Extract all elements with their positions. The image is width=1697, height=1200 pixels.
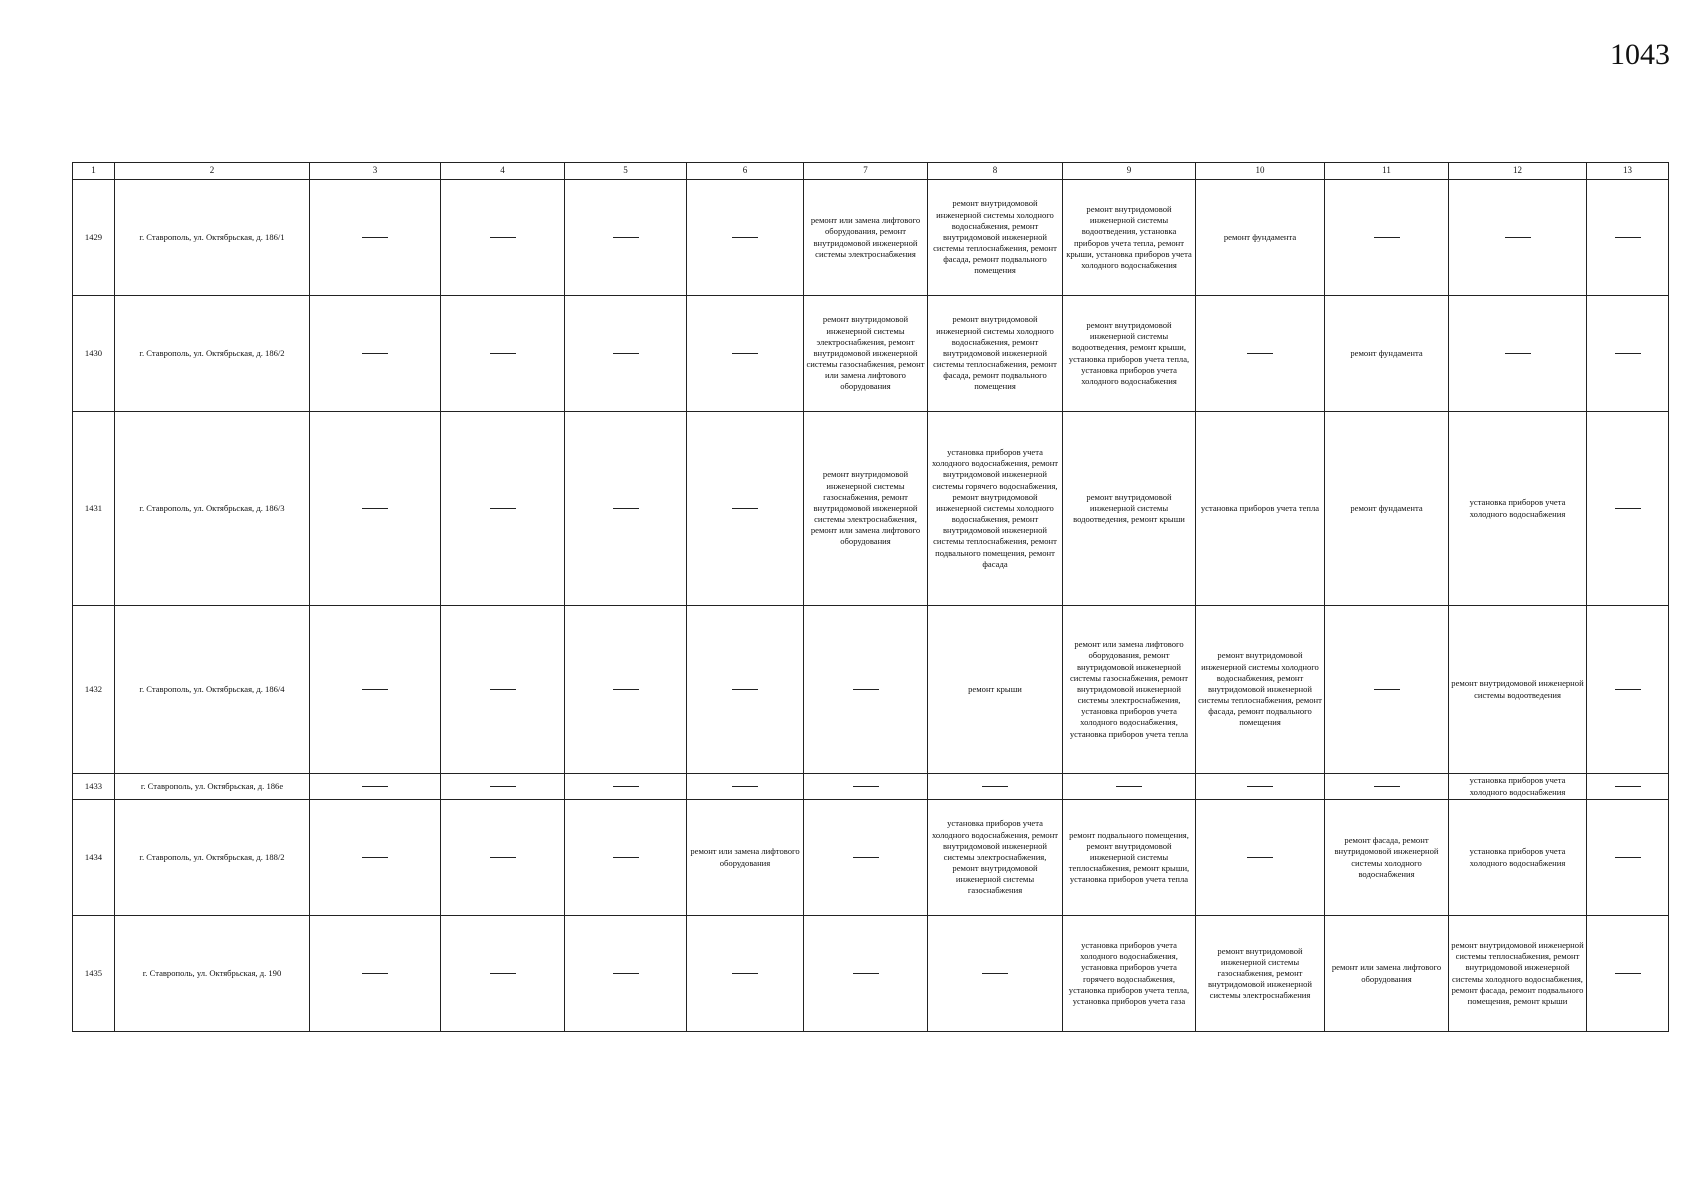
works-cell: установка приборов учета холодного водоснабжения, установка приборов учета горячего водоснабжения, установка приборов учета тепла, установка приборов учета газа [1063, 916, 1196, 1032]
dash-mark [732, 973, 758, 974]
works-cell: ремонт или замена лифтового оборудования [687, 800, 804, 916]
works-cell: установка приборов учета тепла [1196, 412, 1325, 606]
empty-cell [804, 916, 928, 1032]
dash-mark [362, 973, 388, 974]
works-cell: ремонт внутридомовой инженерной системы теплоснабжения, ремонт внутридомовой инженерной системы холодного водоснабжения, ремонт фасада, ремонт подвального помещения, ремонт крыши [1449, 916, 1587, 1032]
empty-cell [441, 296, 565, 412]
empty-cell [1325, 606, 1449, 774]
dash-mark [613, 508, 639, 509]
works-cell: ремонт внутридомовой инженерной системы газоснабжения, ремонт внутридомовой инженерной системы электроснабжения [1196, 916, 1325, 1032]
empty-cell [441, 800, 565, 916]
dash-mark [1615, 857, 1641, 858]
column-header-8: 8 [928, 163, 1063, 180]
dash-mark [490, 857, 516, 858]
row-number: 1429 [73, 180, 115, 296]
empty-cell [1196, 774, 1325, 800]
empty-cell [804, 606, 928, 774]
empty-cell [1587, 180, 1669, 296]
header-row [73, 163, 1669, 180]
column-header-12: 12 [1449, 163, 1587, 180]
dash-mark [490, 689, 516, 690]
works-cell: ремонт внутридомовой инженерной системы холодного водоснабжения, ремонт внутридомовой инженерной системы теплоснабжения, ремонт фасада, ремонт подвального помещения [1196, 606, 1325, 774]
dash-mark [732, 508, 758, 509]
row-number: 1431 [73, 412, 115, 606]
empty-cell [804, 774, 928, 800]
empty-cell [1325, 180, 1449, 296]
empty-cell [1449, 296, 1587, 412]
empty-cell [1587, 800, 1669, 916]
empty-cell [565, 916, 687, 1032]
works-cell: ремонт фундамента [1196, 180, 1325, 296]
dash-mark [1247, 353, 1273, 354]
column-header-1: 1 [73, 163, 115, 180]
empty-cell [565, 606, 687, 774]
empty-cell [441, 774, 565, 800]
empty-cell [1587, 296, 1669, 412]
row-number: 1434 [73, 800, 115, 916]
row-number: 1432 [73, 606, 115, 774]
works-cell: установка приборов учета холодного водоснабжения, ремонт внутридомовой инженерной системы горячего водоснабжения, ремонт внутридомовой инженерной системы холодного водоснабжения, ремонт внутридомовой инженерной системы теплоснабжения, ремонт подвального помещения, ремонт фасада [928, 412, 1063, 606]
column-header-11: 11 [1325, 163, 1449, 180]
row-number: 1430 [73, 296, 115, 412]
row-address: г. Ставрополь, ул. Октябрьская, д. 186е [115, 774, 310, 800]
empty-cell [928, 774, 1063, 800]
dash-mark [362, 353, 388, 354]
works-cell: установка приборов учета холодного водоснабжения [1449, 800, 1587, 916]
works-cell: установка приборов учета холодного водоснабжения [1449, 774, 1587, 800]
works-cell: ремонт внутридомовой инженерной системы водоотведения, ремонт крыши, установка приборов учета тепла, установка приборов учета холодного водоснабжения [1063, 296, 1196, 412]
empty-cell [1587, 606, 1669, 774]
dash-mark [613, 353, 639, 354]
dash-mark [613, 973, 639, 974]
table-row [73, 606, 1669, 774]
empty-cell [441, 916, 565, 1032]
dash-mark [732, 353, 758, 354]
dash-mark [732, 689, 758, 690]
dash-mark [1374, 237, 1400, 238]
empty-cell [565, 800, 687, 916]
dash-mark [613, 786, 639, 787]
dash-mark [490, 353, 516, 354]
column-header-7: 7 [804, 163, 928, 180]
dash-mark [1247, 786, 1273, 787]
empty-cell [1587, 412, 1669, 606]
dash-mark [1615, 237, 1641, 238]
works-cell: ремонт внутридомовой инженерной системы водоотведения [1449, 606, 1587, 774]
empty-cell [1587, 774, 1669, 800]
column-header-4: 4 [441, 163, 565, 180]
row-address: г. Ставрополь, ул. Октябрьская, д. 190 [115, 916, 310, 1032]
dash-mark [1615, 973, 1641, 974]
works-cell: ремонт крыши [928, 606, 1063, 774]
dash-mark [1247, 857, 1273, 858]
works-cell: ремонт внутридомовой инженерной системы холодного водоснабжения, ремонт внутридомовой инженерной системы теплоснабжения, ремонт фасада, ремонт подвального помещения [928, 296, 1063, 412]
works-cell: ремонт внутридомовой инженерной системы водоотведения, установка приборов учета тепла, ремонт крыши, установка приборов учета холодного водоснабжения [1063, 180, 1196, 296]
table-row [73, 296, 1669, 412]
dash-mark [362, 508, 388, 509]
dash-mark [982, 786, 1008, 787]
empty-cell [441, 412, 565, 606]
dash-mark [490, 508, 516, 509]
empty-cell [928, 916, 1063, 1032]
empty-cell [310, 774, 441, 800]
column-header-13: 13 [1587, 163, 1669, 180]
works-cell: ремонт внутридомовой инженерной системы водоотведения, ремонт крыши [1063, 412, 1196, 606]
empty-cell [1196, 296, 1325, 412]
dash-mark [613, 237, 639, 238]
dash-mark [853, 689, 879, 690]
row-address: г. Ставрополь, ул. Октябрьская, д. 186/3 [115, 412, 310, 606]
dash-mark [613, 689, 639, 690]
table-row [73, 412, 1669, 606]
dash-mark [853, 973, 879, 974]
column-header-6: 6 [687, 163, 804, 180]
table-row [73, 916, 1669, 1032]
dash-mark [1374, 689, 1400, 690]
empty-cell [441, 180, 565, 296]
dash-mark [1615, 786, 1641, 787]
works-cell: ремонт подвального помещения, ремонт внутридомовой инженерной системы теплоснабжения, ремонт крыши, установка приборов учета тепла [1063, 800, 1196, 916]
empty-cell [441, 606, 565, 774]
empty-cell [565, 774, 687, 800]
empty-cell [310, 606, 441, 774]
dash-mark [1374, 786, 1400, 787]
works-cell: установка приборов учета холодного водоснабжения, ремонт внутридомовой инженерной системы электроснабжения, ремонт внутридомовой инженерной системы газоснабжения [928, 800, 1063, 916]
empty-cell [687, 412, 804, 606]
empty-cell [310, 800, 441, 916]
dash-mark [1615, 353, 1641, 354]
works-cell: ремонт фундамента [1325, 296, 1449, 412]
dash-mark [982, 973, 1008, 974]
table-row [73, 774, 1669, 800]
column-header-3: 3 [310, 163, 441, 180]
dash-mark [490, 786, 516, 787]
empty-cell [1325, 774, 1449, 800]
dash-mark [362, 689, 388, 690]
empty-cell [687, 606, 804, 774]
row-number: 1435 [73, 916, 115, 1032]
empty-cell [1063, 774, 1196, 800]
empty-cell [310, 180, 441, 296]
works-cell: ремонт или замена лифтового оборудования [1325, 916, 1449, 1032]
empty-cell [310, 916, 441, 1032]
empty-cell [1587, 916, 1669, 1032]
dash-mark [1615, 689, 1641, 690]
dash-mark [613, 857, 639, 858]
empty-cell [310, 412, 441, 606]
dash-mark [853, 786, 879, 787]
dash-mark [1505, 237, 1531, 238]
column-header-10: 10 [1196, 163, 1325, 180]
empty-cell [687, 180, 804, 296]
dash-mark [362, 237, 388, 238]
empty-cell [565, 296, 687, 412]
dash-mark [853, 857, 879, 858]
empty-cell [687, 296, 804, 412]
dash-mark [362, 786, 388, 787]
empty-cell [687, 774, 804, 800]
empty-cell [1196, 800, 1325, 916]
row-address: г. Ставрополь, ул. Октябрьская, д. 186/4 [115, 606, 310, 774]
dash-mark [732, 786, 758, 787]
column-header-2: 2 [115, 163, 310, 180]
works-cell: ремонт фасада, ремонт внутридомовой инженерной системы холодного водоснабжения [1325, 800, 1449, 916]
works-cell: ремонт фундамента [1325, 412, 1449, 606]
works-cell: ремонт или замена лифтового оборудования, ремонт внутридомовой инженерной системы газоснабжения, ремонт внутридомовой инженерной системы электроснабжения, установка приборов учета холодного водоснабжения, установка приборов учета тепла [1063, 606, 1196, 774]
row-address: г. Ставрополь, ул. Октябрьская, д. 188/2 [115, 800, 310, 916]
row-number: 1433 [73, 774, 115, 800]
dash-mark [490, 237, 516, 238]
empty-cell [565, 180, 687, 296]
dash-mark [490, 973, 516, 974]
works-cell: ремонт или замена лифтового оборудования, ремонт внутридомовой инженерной системы электроснабжения [804, 180, 928, 296]
works-cell: ремонт внутридомовой инженерной системы электроснабжения, ремонт внутридомовой инженерной системы газоснабжения, ремонт или замена лифтового оборудования [804, 296, 928, 412]
table-row [73, 800, 1669, 916]
empty-cell [1449, 180, 1587, 296]
column-header-5: 5 [565, 163, 687, 180]
works-cell: установка приборов учета холодного водоснабжения [1449, 412, 1587, 606]
capital-repair-table [72, 162, 1669, 1032]
row-address: г. Ставрополь, ул. Октябрьская, д. 186/1 [115, 180, 310, 296]
dash-mark [1615, 508, 1641, 509]
row-address: г. Ставрополь, ул. Октябрьская, д. 186/2 [115, 296, 310, 412]
empty-cell [804, 800, 928, 916]
works-cell: ремонт внутридомовой инженерной системы газоснабжения, ремонт внутридомовой инженерной системы электроснабжения, ремонт или замена лифтового оборудования [804, 412, 928, 606]
dash-mark [1505, 353, 1531, 354]
empty-cell [565, 412, 687, 606]
table-row [73, 180, 1669, 296]
column-header-9: 9 [1063, 163, 1196, 180]
page-number: 1043 [1610, 38, 1670, 71]
works-cell: ремонт внутридомовой инженерной системы холодного водоснабжения, ремонт внутридомовой инженерной системы теплоснабжения, ремонт фасада, ремонт подвального помещения [928, 180, 1063, 296]
dash-mark [362, 857, 388, 858]
dash-mark [732, 237, 758, 238]
dash-mark [1116, 786, 1142, 787]
column-number-header [73, 163, 1669, 180]
empty-cell [687, 916, 804, 1032]
empty-cell [310, 296, 441, 412]
